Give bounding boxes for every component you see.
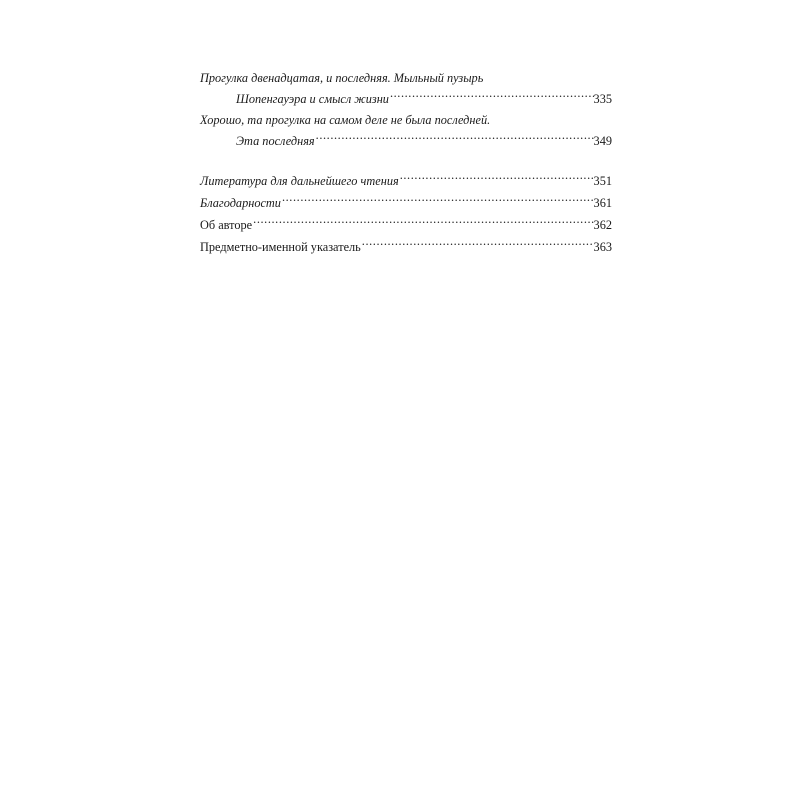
toc-entry-about-author[interactable] — [200, 214, 612, 236]
toc-entry[interactable] — [200, 110, 612, 131]
toc-entry-label: Благодарности — [200, 196, 281, 210]
dot-leader — [362, 239, 594, 251]
toc-entry[interactable] — [200, 68, 612, 89]
toc-page-number: 335 — [593, 92, 612, 106]
toc-entry-label: Предметно-именной указатель — [200, 240, 361, 254]
dot-leader — [390, 91, 594, 103]
toc-entry-acknowledgements[interactable] — [200, 192, 612, 214]
toc-block-back-matter — [200, 170, 612, 258]
toc-entry-further-reading[interactable] — [200, 170, 612, 192]
toc-entry-label: Шопенгауэра и смысл жизни — [236, 92, 389, 106]
block-spacer — [200, 152, 612, 170]
toc-page-number: 351 — [593, 174, 612, 188]
table-of-contents — [200, 68, 612, 258]
toc-page-number: 362 — [593, 218, 612, 232]
dot-leader — [282, 195, 594, 207]
toc-block-chapters — [200, 68, 612, 152]
toc-entry-label: Прогулка двенадцатая, и последняя. Мыльный пузырь — [200, 71, 484, 85]
toc-entry-index[interactable] — [200, 236, 612, 258]
toc-page-number: 349 — [593, 134, 612, 148]
toc-entry-continuation[interactable] — [200, 89, 612, 110]
toc-page-number: 361 — [593, 196, 612, 210]
toc-entry-continuation[interactable] — [200, 131, 612, 152]
dot-leader — [400, 173, 594, 185]
toc-entry-label: Об авторе — [200, 218, 253, 232]
dot-leader — [316, 133, 594, 145]
toc-entry-label: Эта последняя — [236, 134, 315, 148]
toc-page-number: 363 — [593, 240, 612, 254]
dot-leader — [253, 217, 593, 229]
toc-entry-label: Хорошо, та прогулка на самом деле не была последней. — [200, 113, 491, 127]
toc-entry-label: Литература для дальнейшего чтения — [200, 174, 399, 188]
